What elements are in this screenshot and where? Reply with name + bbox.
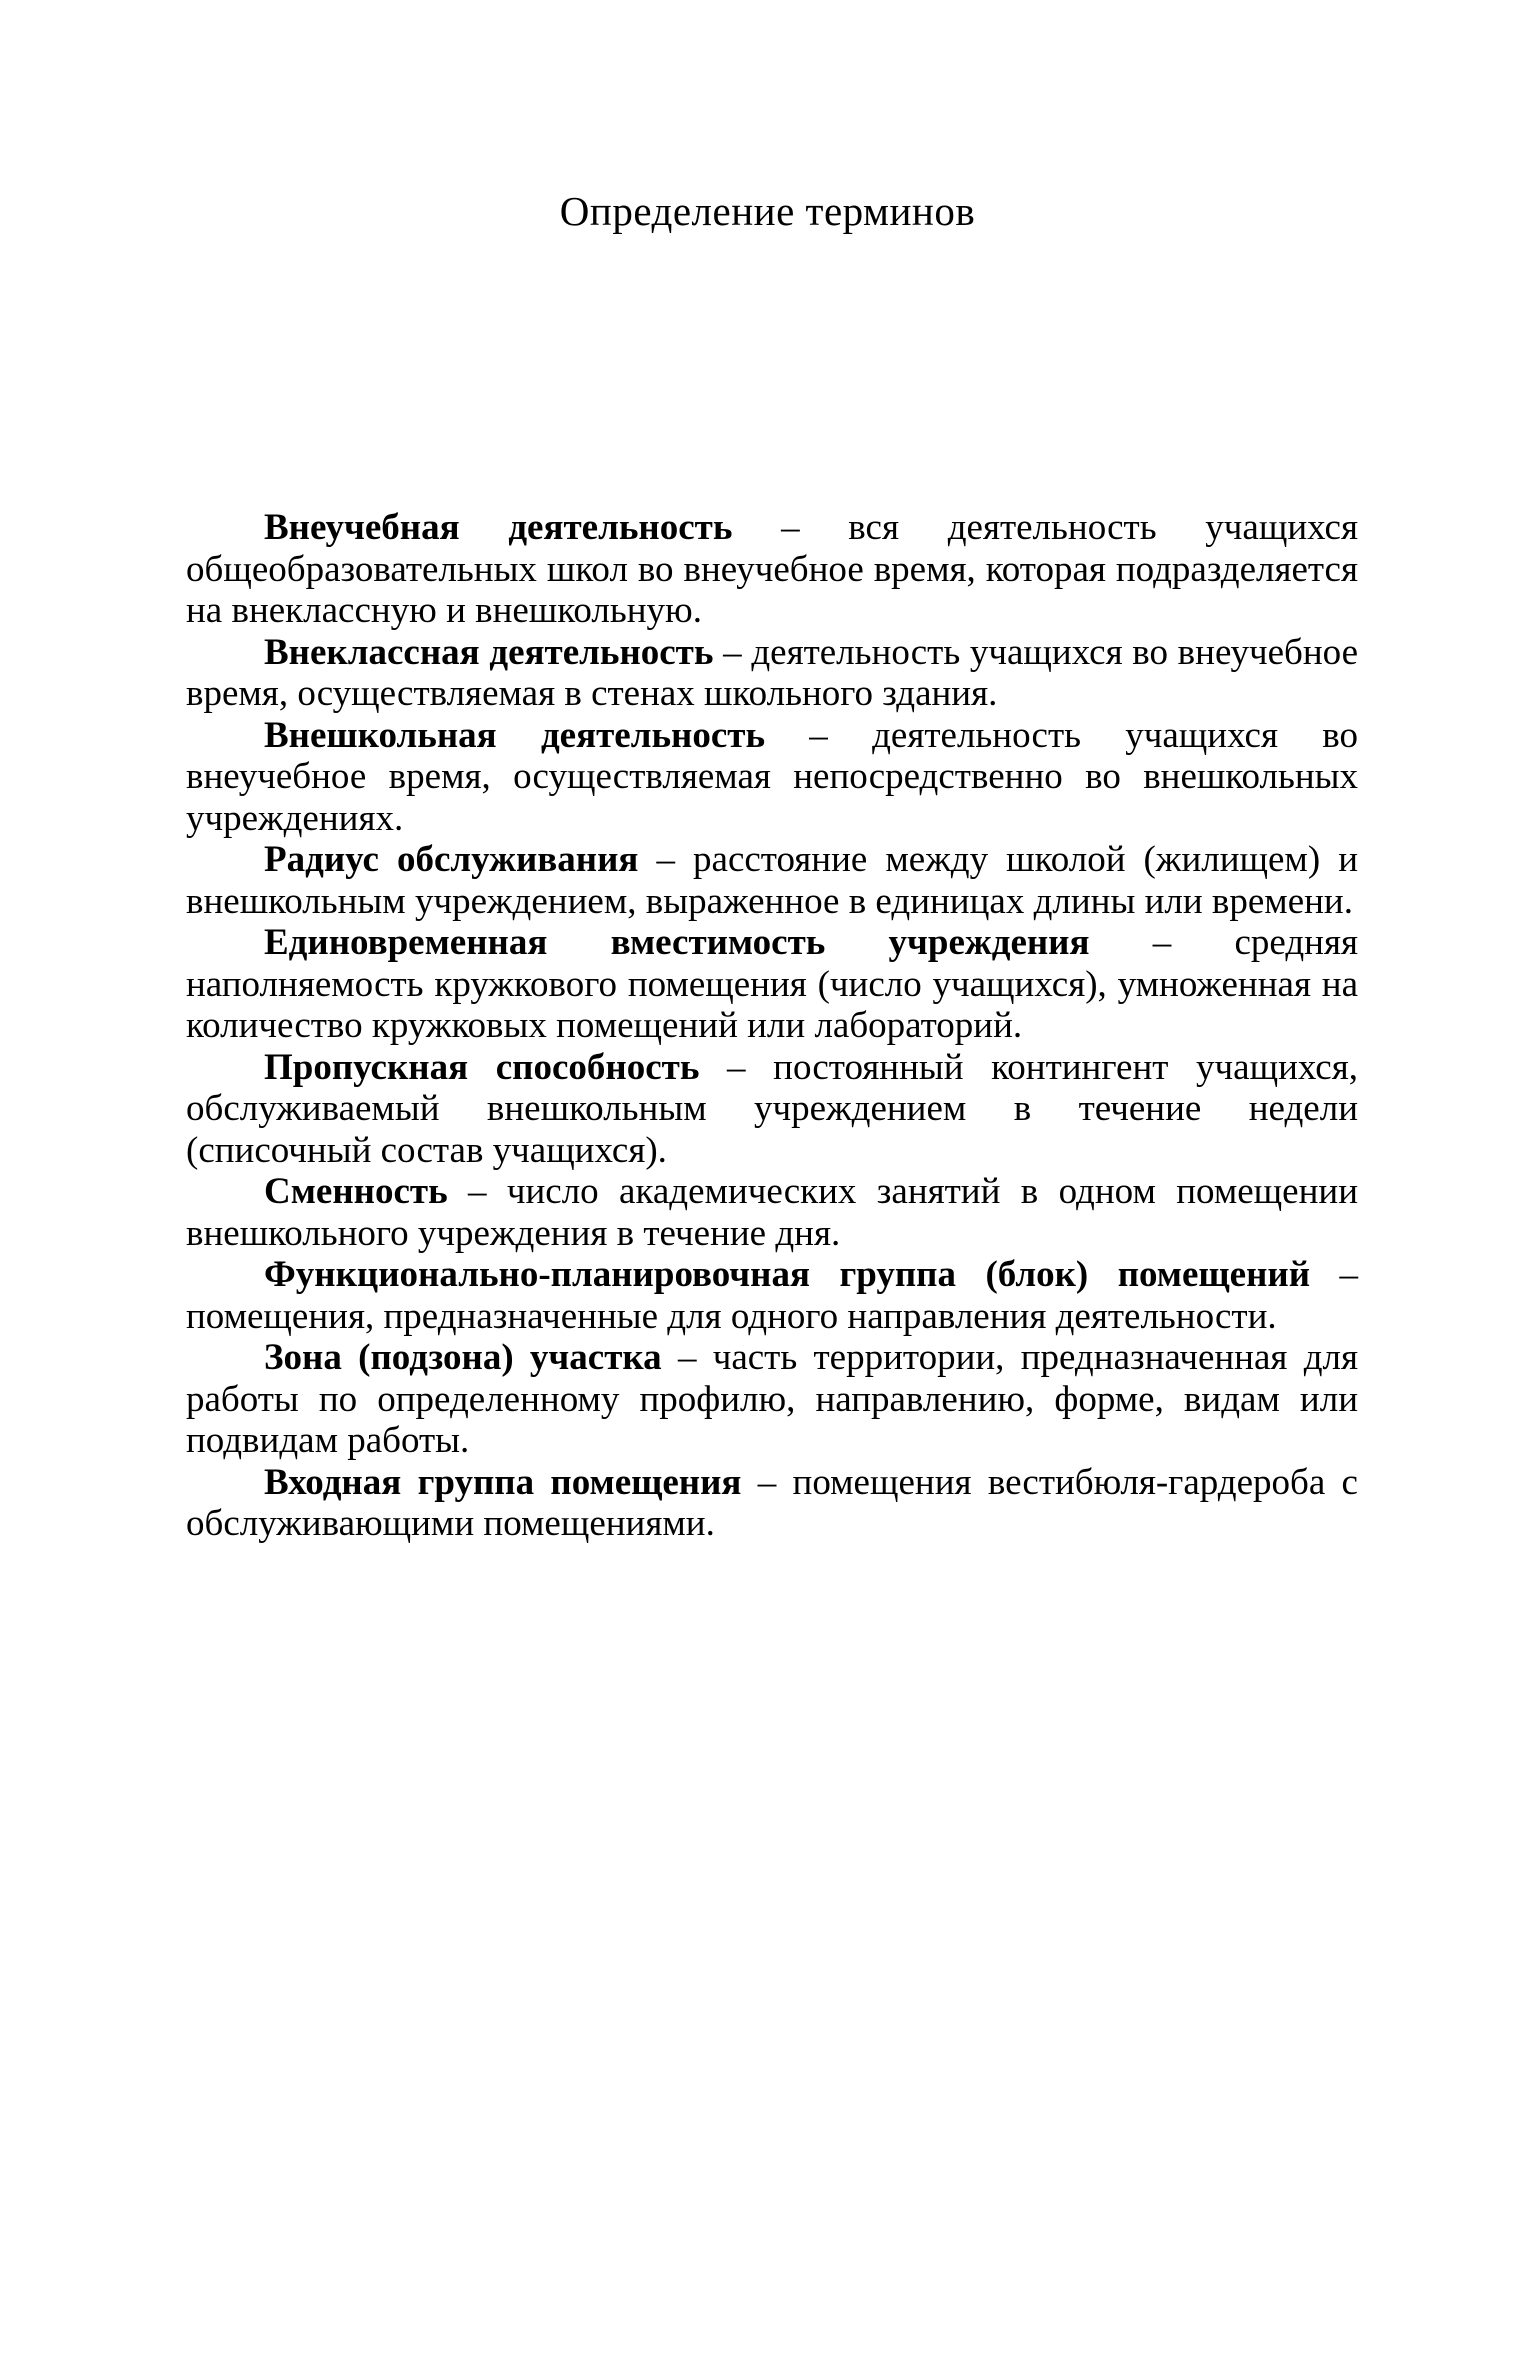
term: Единовременная вместимость учреждения xyxy=(264,922,1090,963)
term: Внеучебная деятельность xyxy=(264,507,733,548)
definition-text: – средняя наполняемость кружкового помещения (число учащихся), умноженная на количество кружковых помещений или лабораторий. xyxy=(186,922,1358,1046)
term: Сменность xyxy=(264,1171,448,1212)
definition-entry xyxy=(186,922,1358,1047)
definition-text: – помещения, предназначенные для одного направления деятельности. xyxy=(186,1254,1358,1337)
term: Внеклассная деятельность xyxy=(264,631,714,673)
definition-text: – деятельность учащихся во внеучебное время, осуществляемая в стенах школьного здания. xyxy=(186,631,1358,714)
definition-text: – вся деятельность учащихся общеобразовательных школ во внеучебное время, которая подразделяется на внеклассную и внешкольную. xyxy=(186,507,1358,631)
definition-text: – часть территории, предназначенная для работы по определенному профилю, направлению, форме, видам или подвидам работы. xyxy=(186,1337,1359,1461)
definition-text: – расстояние между школой (жилищем) и внешкольным учреждением, выраженное в единицах длины или времени. xyxy=(186,839,1358,922)
definition-entry xyxy=(186,715,1358,840)
definition-entry xyxy=(186,1047,1358,1172)
definitions-list xyxy=(186,507,1358,1545)
term: Функционально-планировочная группа (блок) помещений xyxy=(264,1254,1311,1295)
term: Радиус обслуживания xyxy=(264,839,639,880)
term: Зона (подзона) участка xyxy=(264,1337,662,1378)
definition-entry xyxy=(186,839,1358,922)
term: Пропускная способность xyxy=(264,1046,700,1088)
definition-text: – постоянный контингент учащихся, обслуживаемый внешкольным учреждением в течение недели (списочный состав учащихся). xyxy=(186,1046,1358,1171)
term: Внешкольная деятельность xyxy=(264,714,766,756)
definition-entry xyxy=(186,632,1358,715)
definition-entry xyxy=(186,1337,1358,1462)
definition-text: – число академических занятий в одном помещении внешкольного учреждения в течение дня. xyxy=(186,1171,1358,1254)
definition-entry xyxy=(186,1171,1358,1254)
definition-text: – помещения вестибюля-гардероба с обслуживающими помещениями. xyxy=(186,1461,1358,1544)
definition-entry xyxy=(186,1462,1358,1545)
definition-entry xyxy=(186,507,1358,632)
definition-text: – деятельность учащихся во внеучебное время, осуществляемая непосредственно во внешкольных учреждениях. xyxy=(186,714,1358,839)
term: Входная группа помещения xyxy=(264,1461,742,1503)
page-title: Определение терминов xyxy=(559,188,976,234)
definition-entry xyxy=(186,1254,1358,1337)
